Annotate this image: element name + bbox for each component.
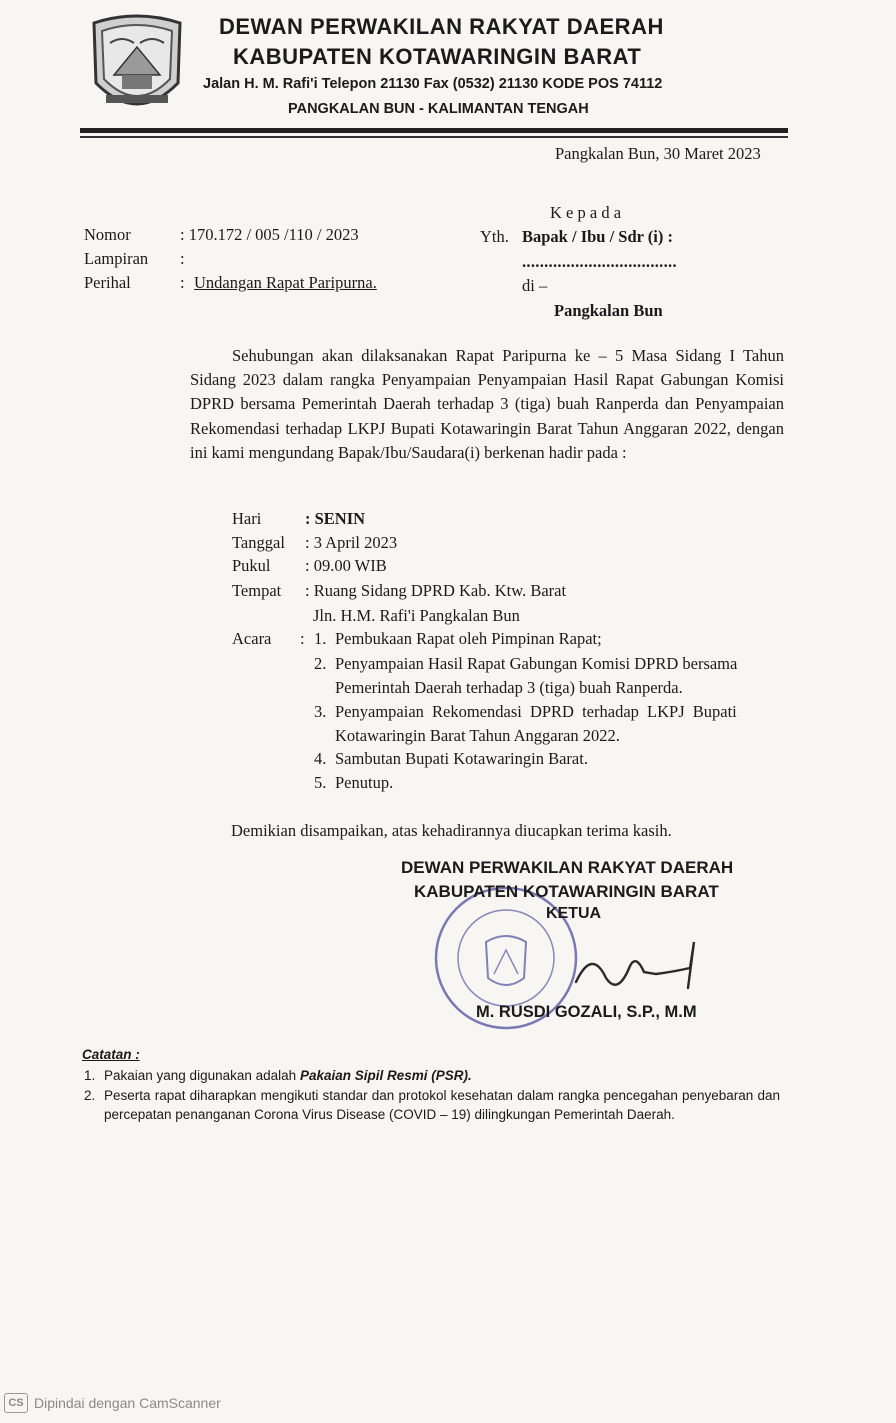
acara-colon: : (300, 629, 305, 648)
body-paragraph: Sehubungan akan dilaksanakan Rapat Paripurna ke – 5 Masa Sidang I Tahun Sidang 2023 dalam rangka Penyampaian Penyampaian Hasil Rapat Gabungan Komisi DPRD bersama Pemerintah Daerah terhadap 3 (tiga) buah Ranperda dan Penyampaian Rekomendasi terhadap LKPJ Bupati Kotawaringin Barat Tahun Anggaran 2022, dengan ini kami mengundang Bapak/Ibu/Saudara(i) berkenan hadir pada : (190, 346, 784, 462)
acara-item-line2: Pemerintah Daerah terhadap 3 (tiga) buah Ranperda. (335, 678, 683, 697)
note-1-num: 1. (84, 1068, 96, 1083)
tanggal-value: : 3 April 2023 (305, 533, 398, 552)
tempat-value-line2: Jln. H.M. Rafi'i Pangkalan Bun (313, 606, 520, 625)
note-2-num: 2. (84, 1088, 96, 1103)
nomor-value: : 170.172 / 005 /110 / 2023 (180, 225, 359, 244)
lampiran-label: Lampiran (84, 249, 149, 268)
nomor-label: Nomor (84, 225, 131, 244)
signature-org-line1: DEWAN PERWAKILAN RAKYAT DAERAH (401, 858, 734, 877)
signature-title: KETUA (546, 905, 602, 922)
acara-item-line1: Penyampaian Rekomendasi DPRD terhadap LKPJ Bupati (335, 702, 737, 721)
acara-item-num: 4. (314, 749, 327, 768)
hari-value: : SENIN (305, 509, 366, 528)
acara-item-line2: Kotawaringin Barat Tahun Anggaran 2022. (335, 726, 620, 745)
closing-sentence: Demikian disampaikan, atas kehadirannya diucapkan terima kasih. (231, 821, 672, 840)
letterhead-rule-thin (80, 136, 788, 138)
signatory-name: M. RUSDI GOZALI, S.P., M.M (476, 1003, 697, 1021)
yth-label: Yth. (480, 227, 509, 246)
note-1-bold: Pakaian Sipil Resmi (PSR). (299, 1068, 472, 1083)
handwritten-signature-icon (572, 938, 704, 998)
acara-item-line1: Sambutan Bupati Kotawaringin Barat. (335, 749, 588, 768)
acara-item-num: 1. (314, 629, 327, 648)
acara-item-line1: Penyampaian Hasil Rapat Gabungan Komisi DPRD bersama (335, 654, 738, 673)
acara-item-line1: Pembukaan Rapat oleh Pimpinan Rapat; (335, 629, 602, 648)
kepada-label: K e p a d a (550, 203, 622, 222)
camscanner-watermark: Dipindai dengan CamScanner (34, 1395, 221, 1411)
note-1-text: Pakaian yang digunakan adalah (104, 1068, 297, 1083)
acara-item-num: 3. (314, 702, 327, 721)
tanggal-label: Tanggal (232, 533, 285, 552)
recipient-place: Pangkalan Bun (554, 301, 663, 320)
hari-label: Hari (232, 509, 262, 528)
perihal-value: Undangan Rapat Paripurna. (194, 273, 377, 292)
acara-item-num: 5. (314, 773, 327, 792)
perihal-label: Perihal (84, 273, 131, 292)
acara-item-line1: Penutup. (335, 773, 394, 792)
camscanner-badge-icon: CS (4, 1393, 28, 1413)
addressee: Bapak / Ibu / Sdr (i) : (522, 227, 673, 246)
acara-item-num: 2. (314, 654, 327, 673)
tempat-label: Tempat (232, 581, 282, 600)
letterhead-city: PANGKALAN BUN - KALIMANTAN TENGAH (288, 101, 589, 117)
tempat-value-line1: : Ruang Sidang DPRD Kab. Ktw. Barat (305, 581, 567, 600)
pukul-label: Pukul (232, 556, 271, 575)
acara-label: Acara (232, 629, 272, 648)
lampiran-value: : (180, 249, 185, 268)
addressee-dots: ................................... (522, 252, 677, 271)
letterhead-rule-thick (80, 128, 788, 133)
date-line: Pangkalan Bun, 30 Maret 2023 (555, 144, 761, 163)
dprd-logo-icon (84, 13, 190, 121)
letterhead-org-line1: DEWAN PERWAKILAN RAKYAT DAERAH (219, 14, 664, 39)
signature-org-line2: KABUPATEN KOTAWARINGIN BARAT (414, 882, 719, 901)
letterhead-org-line2: KABUPATEN KOTAWARINGIN BARAT (233, 44, 642, 69)
letterhead-address: Jalan H. M. Rafi'i Telepon 21130 Fax (0532) 21130 KODE POS 74112 (203, 76, 663, 92)
note-2-text: Peserta rapat diharapkan mengikuti standar dan protokol kesehatan dalam rangka pencegahan penyebaran dan percepatan penanganan Corona Virus Disease (COVID – 19) dilingkungan Pemerintah Daerah. (104, 1088, 780, 1122)
pukul-value: : 09.00 WIB (305, 556, 387, 575)
notes-heading: Catatan : (82, 1047, 140, 1062)
perihal-colon: : (180, 273, 185, 292)
di-label: di – (522, 276, 548, 295)
